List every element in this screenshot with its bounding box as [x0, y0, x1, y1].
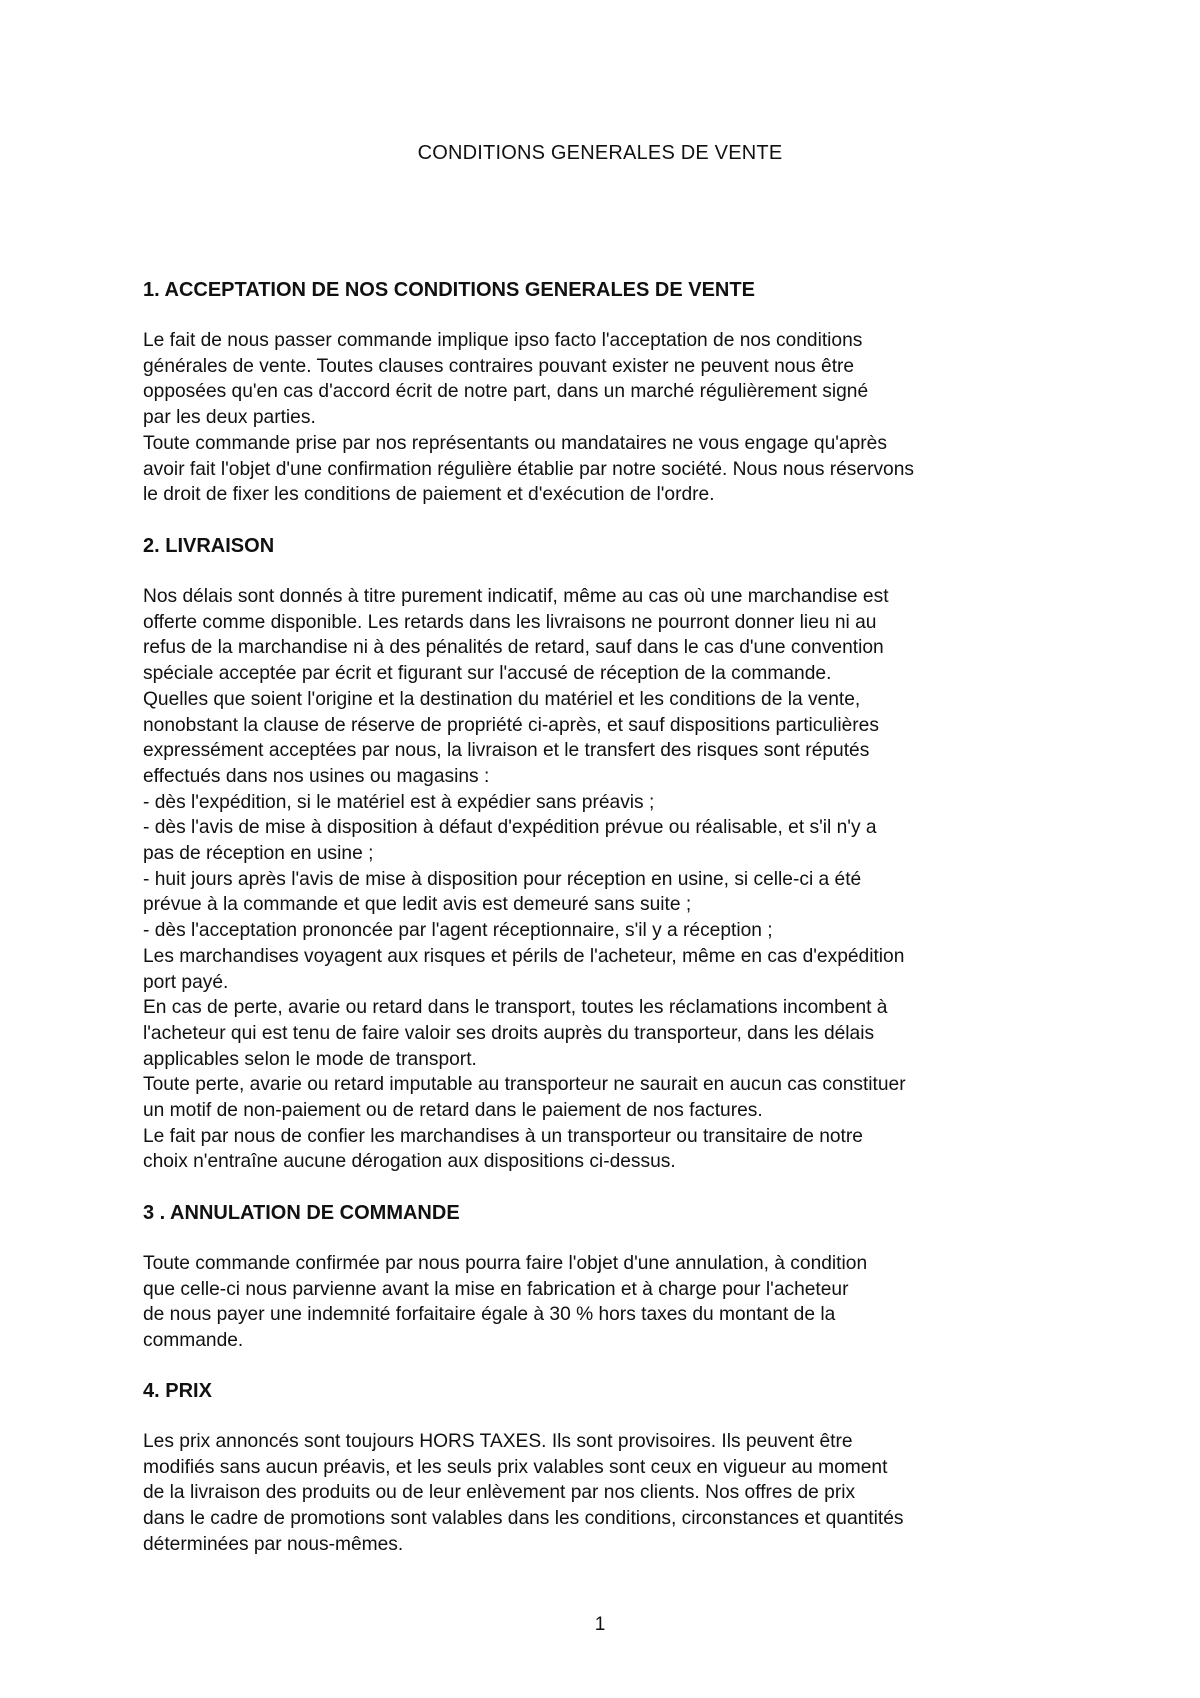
text-line: - dès l'acceptation prononcée par l'agent réceptionnaire, s'il y a réception ; [143, 920, 773, 942]
text-line: modifiés sans aucun préavis, et les seuls prix valables sont ceux en vigueur au moment [143, 1456, 888, 1478]
text-line: prévue à la commande et que ledit avis est demeuré sans suite ; [143, 894, 692, 916]
section-body [143, 328, 1063, 508]
text-line: expressément acceptées par nous, la livraison et le transfert des risques sont réputés [143, 740, 870, 762]
text-line: commande. [143, 1330, 244, 1352]
text-line: avoir fait l'objet d'une confirmation régulière établie par notre société. Nous nous réservons [143, 458, 914, 480]
text-line: Le fait de nous passer commande implique ipso facto l'acceptation de nos conditions [143, 330, 863, 351]
text-line: Toute commande prise par nos représentants ou mandataires ne vous engage qu'après [143, 432, 887, 454]
section-livraison [143, 532, 1063, 1175]
section-annulation [143, 1199, 1063, 1354]
section-heading: 1. ACCEPTATION DE NOS CONDITIONS GENERALES DE VENTE [143, 279, 755, 301]
text-line: de nous payer une indemnité forfaitaire égale à 30 % hors taxes du montant de la [143, 1304, 836, 1326]
section-body [143, 1251, 1063, 1354]
text-line: - dès l'expédition, si le matériel est à expédier sans préavis ; [143, 791, 655, 813]
text-line: Toute commande confirmée par nous pourra faire l'objet d'une annulation, à condition [143, 1253, 868, 1274]
text-line: En cas de perte, avarie ou retard dans le transport, toutes les réclamations incombent à [143, 997, 888, 1019]
section-heading: 3 . ANNULATION DE COMMANDE [143, 1202, 460, 1224]
section-body [143, 1429, 1063, 1558]
text-line: Le fait par nous de confier les marchandises à un transporteur ou transitaire de notre [143, 1125, 863, 1147]
text-line: port payé. [143, 971, 229, 993]
text-line: Les marchandises voyagent aux risques et périls de l'acheteur, même en cas d'expédition [143, 945, 905, 967]
text-line: déterminées par nous-mêmes. [143, 1533, 404, 1555]
page-number: 1 [594, 1614, 606, 1635]
text-line: générales de vente. Toutes clauses contraires pouvant exister ne peuvent nous être [143, 355, 855, 377]
document-title: CONDITIONS GENERALES DE VENTE [417, 142, 783, 164]
section-heading: 2. LIVRAISON [143, 535, 275, 557]
text-line: pas de réception en usine ; [143, 843, 374, 865]
text-line: que celle-ci nous parvienne avant la mise en fabrication et à charge pour l'acheteur [143, 1278, 849, 1300]
text-line: Les prix annoncés sont toujours HORS TAXES. Ils sont provisoires. Ils peuvent être [143, 1431, 853, 1452]
section-acceptation [143, 276, 1063, 508]
text-line: l'acheteur qui est tenu de faire valoir ses droits auprès du transporteur, dans les délais [143, 1022, 875, 1044]
text-line: - dès l'avis de mise à disposition à défaut d'expédition prévue ou réalisable, et s'il n'y a [143, 817, 877, 839]
text-line: - huit jours après l'avis de mise à disposition pour réception en usine, si celle-ci a été [143, 868, 862, 890]
section-body [143, 584, 1063, 1175]
section-prix [143, 1377, 1063, 1558]
text-line: choix n'entraîne aucune dérogation aux dispositions ci-dessus. [143, 1151, 676, 1173]
text-line: effectués dans nos usines ou magasins : [143, 765, 490, 787]
section-heading: 4. PRIX [143, 1380, 212, 1402]
text-line: dans le cadre de promotions sont valables dans les conditions, circonstances et quantités [143, 1508, 904, 1530]
text-line: offerte comme disponible. Les retards dans les livraisons ne pourront donner lieu ni au [143, 611, 877, 633]
text-line: de la livraison des produits ou de leur enlèvement par nos clients. Nos offres de prix [143, 1482, 856, 1504]
text-line: refus de la marchandise ni à des pénalités de retard, sauf dans le cas d'une convention [143, 637, 884, 659]
text-line: Quelles que soient l'origine et la destination du matériel et les conditions de la vente, [143, 688, 861, 710]
text-line: nonobstant la clause de réserve de propriété ci-après, et sauf dispositions particulières [143, 714, 879, 736]
text-line: spéciale acceptée par écrit et figurant sur l'accusé de réception de la commande. [143, 663, 832, 685]
text-line: Nos délais sont donnés à titre purement indicatif, même au cas où une marchandise est [143, 586, 889, 607]
text-line: un motif de non-paiement ou de retard dans le paiement de nos factures. [143, 1100, 763, 1122]
text-line: applicables selon le mode de transport. [143, 1048, 477, 1070]
text-line: le droit de fixer les conditions de paiement et d'exécution de l'ordre. [143, 484, 715, 506]
text-line: par les deux parties. [143, 407, 316, 429]
text-line: opposées qu'en cas d'accord écrit de notre part, dans un marché régulièrement signé [143, 381, 869, 403]
text-line: Toute perte, avarie ou retard imputable au transporteur ne saurait en aucun cas constituer [143, 1074, 906, 1096]
